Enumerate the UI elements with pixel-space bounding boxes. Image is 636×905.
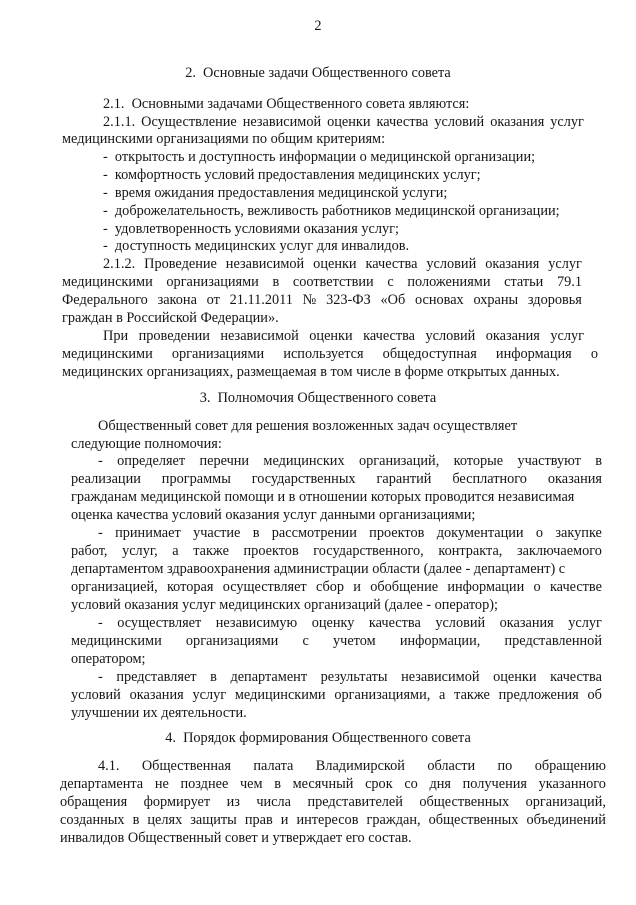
powers-item: условий оказания услуг медицинских организаций (далее - оператор); [71, 597, 498, 613]
section-3-heading: 3. Полномочия Общественного совета [199, 390, 437, 406]
powers-item: медицинскими организациями с учетом информации, представленной [71, 633, 602, 649]
section-3-intro: Общественный совет для решения возложенных задач осуществляет [98, 418, 518, 434]
paragraph-conduct: При проведении независимой оценки качества условий оказания услуг [103, 328, 584, 344]
paragraph-2-1-1: 2.1.1. Осуществление независимой оценки качества условий оказания услуг [103, 114, 584, 130]
powers-item: реализации программы государственных гарантий бесплатного оказания [71, 471, 602, 487]
powers-item: - принимает участие в рассмотрении проектов документации о закупке [98, 525, 602, 541]
powers-item: улучшении их деятельности. [71, 705, 247, 721]
criteria-item: - открытость и доступность информации о медицинской организации; [103, 149, 536, 165]
powers-item: - определяет перечни медицинских организаций, которые участвуют в [98, 453, 602, 469]
criteria-item: - доступность медицинских услуг для инвалидов. [103, 238, 410, 254]
paragraph-2-1: 2.1. Основными задачами Общественного совета являются: [103, 96, 470, 112]
paragraph-conduct: медицинских организациях, размещаемая в том числе в форме открытых данных. [62, 364, 560, 380]
paragraph-2-1-2: граждан в Российской Федерации». [62, 310, 279, 326]
paragraph-4-1: 4.1. Общественная палата Владимирской области по обращению [98, 758, 606, 774]
paragraph-4-1: обращения формирует из числа представителей общественных организаций, [60, 794, 606, 810]
criteria-item: - доброжелательность, вежливость работников медицинской организации; [103, 203, 560, 219]
powers-item: оценка качества условий оказания услуг данными организациями; [71, 507, 476, 523]
criteria-item: - удовлетворенность условиями оказания услуг; [103, 221, 399, 237]
criteria-item: - время ожидания предоставления медицинской услуги; [103, 185, 448, 201]
criteria-item: - комфортность условий предоставления медицинских услуг; [103, 167, 481, 183]
paragraph-2-1-2: 2.1.2. Проведение независимой оценки качества условий оказания услуг [103, 256, 582, 272]
paragraph-4-1: созданных в целях защиты прав и интересов граждан, общественных объединений [60, 812, 606, 828]
paragraph-2-1-1-cont: медицинскими организациями по общим критериям: [62, 131, 386, 147]
paragraph-2-1-2: Федерального закона от 21.11.2011 № 323-ФЗ «Об основах охраны здоровья [62, 292, 582, 308]
powers-item: департаментом здравоохранения администрации области (далее - департамент) с [71, 561, 566, 577]
page-number: 2 [314, 18, 322, 34]
section-4-heading: 4. Порядок формирования Общественного совета [165, 730, 471, 746]
paragraph-conduct: медицинскими организациями используется общедоступная информация о [62, 346, 598, 362]
powers-item: работ, услуг, а также проектов государственного, контракта, заключаемого [71, 543, 602, 559]
section-3-intro: следующие полномочия: [71, 436, 222, 452]
powers-item: гражданам медицинской помощи и в отношении которых проводится независимая [71, 489, 575, 505]
section-2-heading: 2. Основные задачи Общественного совета [185, 65, 451, 81]
paragraph-4-1: инвалидов Общественный совет и утверждает его состав. [60, 830, 412, 846]
powers-item: - представляет в департамент результаты независимой оценки качества [98, 669, 602, 685]
powers-item: условий оказания услуг медицинскими организациями, а также предложения об [71, 687, 602, 703]
powers-item: - осуществляет независимую оценку качества условий оказания услуг [98, 615, 602, 631]
paragraph-4-1: департамента не позднее чем в месячный срок со дня получения указанного [60, 776, 606, 792]
paragraph-2-1-2: медицинскими организациями в соответствии с положениями статьи 79.1 [62, 274, 582, 290]
powers-item: организацией, которая осуществляет сбор и обобщение информации о качестве [71, 579, 602, 595]
powers-item: оператором; [71, 651, 146, 667]
